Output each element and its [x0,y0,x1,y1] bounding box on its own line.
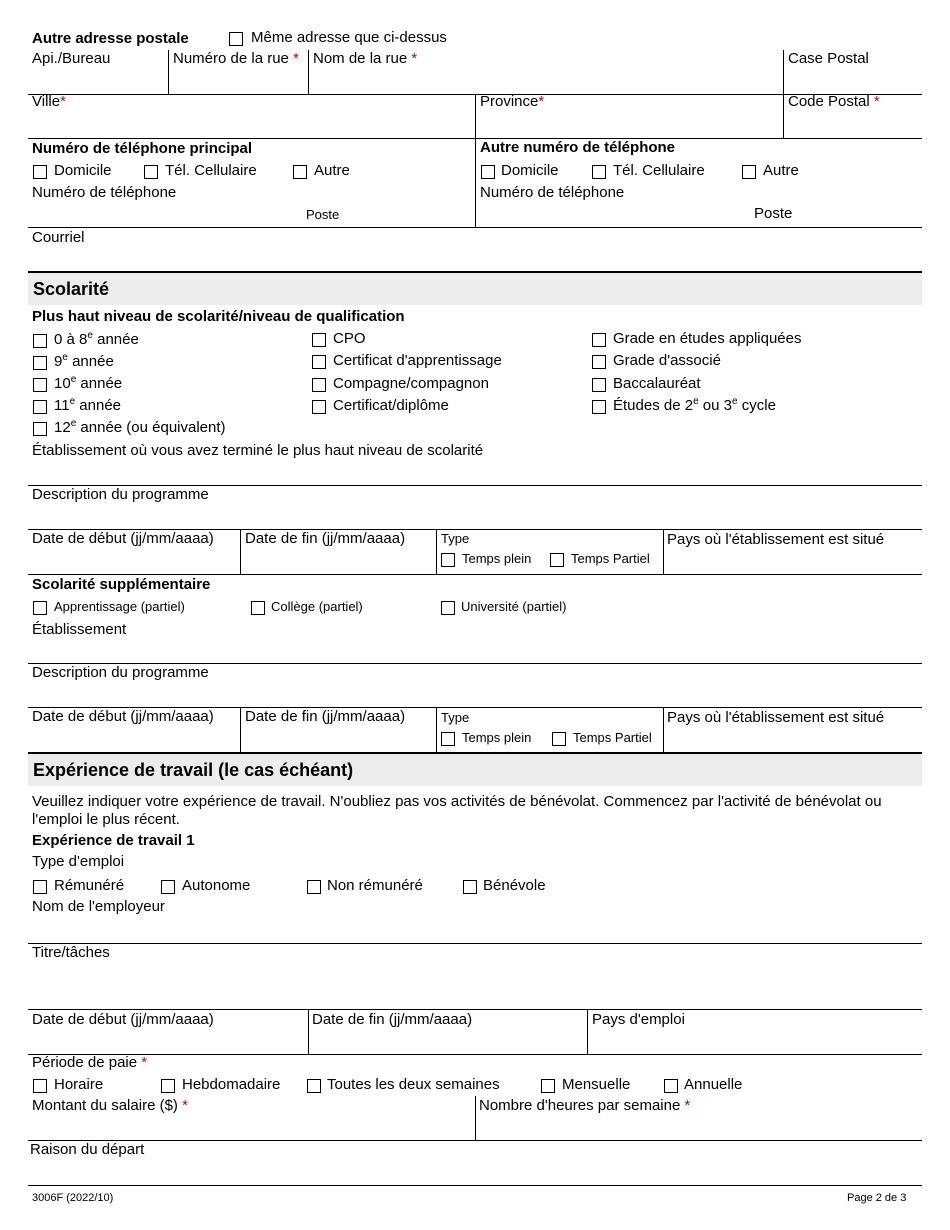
grade-11-checkbox[interactable] [33,400,47,414]
main-ext-field[interactable] [345,200,473,226]
cpo-label: CPO [333,330,366,347]
biweekly-checkbox[interactable] [307,1079,321,1093]
extra-schooling-title: Scolarité supplémentaire [32,576,211,593]
weekly-label: Hebdomadaire [182,1076,281,1093]
hourly-label: Horaire [54,1076,104,1093]
grade-0-8-checkbox[interactable] [33,334,47,348]
grade-10-checkbox[interactable] [33,378,47,392]
alt-phone-number-field[interactable] [476,200,746,226]
annual-checkbox[interactable] [664,1079,678,1093]
alt-home-label: Domicile [501,162,559,179]
fulltime-checkbox[interactable] [441,553,455,567]
email-field[interactable] [28,247,922,271]
schooling-title: Scolarité [33,279,110,299]
bachelor-checkbox[interactable] [592,378,606,392]
institution-highest-field[interactable] [28,460,922,485]
main-home-checkbox[interactable] [33,165,47,179]
work-title: Expérience de travail (le cas échéant) [33,760,354,780]
address-section-title: Autre adresse postale [32,30,189,47]
work-country-field[interactable] [588,1030,922,1054]
main-ext-label: Poste [306,207,340,222]
departure-reason-field[interactable] [28,1159,922,1185]
street-name-field[interactable] [309,50,783,94]
city-label: Ville* [32,93,66,110]
salary-field[interactable] [28,1115,475,1140]
apt-field[interactable] [28,50,168,94]
email-label: Courriel [32,229,85,246]
alt-ext-label: Poste [754,205,793,222]
page-number: Page 2 de 3 [847,1192,907,1204]
hourly-checkbox[interactable] [33,1079,47,1093]
apt-label: Api./Bureau [32,50,111,67]
fulltime-label: Temps plein [462,551,532,566]
po-box-field[interactable] [784,50,922,94]
grade-12-label: 12e année (ou équivalent) [54,418,226,436]
university-partial-checkbox[interactable] [441,601,455,615]
cert-diploma-checkbox[interactable] [312,400,326,414]
main-home-label: Domicile [54,162,112,179]
grade-9-label: 9e année [54,352,114,370]
volunteer-label: Bénévole [483,877,546,894]
weekly-checkbox[interactable] [161,1079,175,1093]
monthly-checkbox[interactable] [541,1079,555,1093]
province-field[interactable] [476,95,783,138]
form-id: 3006F (2022/10) [32,1192,114,1204]
volunteer-checkbox[interactable] [463,880,477,894]
extra-start-date-label: Date de début (jj/mm/aaaa) [32,708,214,725]
paid-label: Rémunéré [54,877,125,894]
bachelor-label: Baccalauréat [613,375,701,392]
biweekly-label: Toutes les deux semaines [327,1076,500,1093]
main-cell-label: Tél. Cellulaire [165,162,257,179]
employer-label: Nom de l'employeur [32,898,165,915]
work-header [28,754,922,786]
work-start-date-field[interactable] [28,1030,308,1054]
program-desc-field[interactable] [28,504,922,529]
grade-11-label: 11e année [54,396,122,414]
type-label: Type [441,531,470,546]
alt-phone-number-label: Numéro de téléphone [480,184,625,201]
alt-phone-title: Autre numéro de téléphone [480,139,676,156]
same-address-label: Même adresse que ci-dessus [251,29,447,46]
self-employed-checkbox[interactable] [161,880,175,894]
departure-reason-label: Raison du départ [30,1141,145,1158]
schooling-header [28,273,922,305]
title-tasks-label: Titre/tâches [32,944,110,961]
cert-diploma-label: Certificat/diplôme [333,397,449,414]
alt-home-checkbox[interactable] [481,165,495,179]
monthly-label: Mensuelle [562,1076,631,1093]
associate-degree-checkbox[interactable] [592,355,606,369]
salary-label: Montant du salaire ($) * [32,1097,188,1114]
extra-fulltime-label: Temps plein [462,730,532,745]
extra-end-date-label: Date de fin (jj/mm/aaaa) [245,708,406,725]
college-partial-label: Collège (partiel) [271,599,363,614]
cert-apprentice-checkbox[interactable] [312,355,326,369]
institution-label: Établissement [32,621,127,638]
parttime-label: Temps Partiel [571,551,650,566]
city-field[interactable] [28,95,475,138]
alt-cell-checkbox[interactable] [592,165,606,179]
extra-end-date-field[interactable] [241,727,436,752]
work-end-date-field[interactable] [309,1030,587,1054]
apprenticeship-partial-checkbox[interactable] [33,601,47,615]
pay-period-label: Période de paie * [32,1054,148,1071]
main-phone-number-label: Numéro de téléphone [32,184,177,201]
extra-parttime-checkbox[interactable] [552,732,566,746]
grade-0-8-label: 0 à 8e année [54,330,139,348]
parttime-checkbox[interactable] [550,553,564,567]
main-phone-title: Numéro de téléphone principal [32,140,253,157]
po-box-label: Case Postal [788,50,869,67]
hours-label: Nombre d'heures par semaine * [479,1097,691,1114]
main-cell-checkbox[interactable] [144,165,158,179]
highest-level-title: Plus haut niveau de scolarité/niveau de qualification [32,308,405,325]
work-intro-line2: l'emploi le plus récent. [32,811,180,828]
institution-field[interactable] [28,639,922,663]
same-address-checkbox[interactable] [229,32,243,46]
work-intro-line1: Veuillez indiquer votre expérience de travail. N'oubliez pas vos activités de bénévolat. Commencez par l'activité de bénévolat ou [32,793,882,810]
title-tasks-field[interactable] [28,962,922,1009]
associate-degree-label: Grade d'associé [613,352,721,369]
self-employed-label: Autonome [182,877,251,894]
work-start-date-label: Date de début (jj/mm/aaaa) [32,1011,214,1028]
cpo-checkbox[interactable] [312,333,326,347]
country-field[interactable] [664,549,922,574]
extra-type-label: Type [441,710,470,725]
unpaid-label: Non rémunéré [327,877,423,894]
unpaid-checkbox[interactable] [307,880,321,894]
work-country-label: Pays d'emploi [592,1011,685,1028]
extra-start-date-field[interactable] [28,727,240,752]
university-partial-label: Université (partiel) [461,599,567,614]
graduate-studies-checkbox[interactable] [592,400,606,414]
alt-other-checkbox[interactable] [742,165,756,179]
journeyperson-checkbox[interactable] [312,378,326,392]
street-name-label: Nom de la rue * [313,50,418,67]
institution-highest-label: Établissement où vous avez terminé le plus haut niveau de scolarité [32,442,484,459]
grade-12-checkbox[interactable] [33,422,47,436]
country-label: Pays où l'établissement est situé [667,531,885,548]
main-phone-number-field[interactable] [28,200,298,226]
graduate-studies-label: Études de 2e ou 3e cycle [613,396,776,414]
grade-9-checkbox[interactable] [33,356,47,370]
extra-country-label: Pays où l'établissement est situé [667,709,885,726]
extra-parttime-label: Temps Partiel [573,730,652,745]
program-desc-label: Description du programme [32,486,209,503]
college-partial-checkbox[interactable] [251,601,265,615]
end-date-field[interactable] [241,549,436,574]
start-date-label: Date de début (jj/mm/aaaa) [32,530,214,547]
main-other-label: Autre [314,162,350,179]
street-number-label: Numéro de la rue * [173,50,299,67]
extra-program-desc-label: Description du programme [32,664,209,681]
main-other-checkbox[interactable] [293,165,307,179]
province-label: Province* [480,93,545,110]
postal-code-label: Code Postal * [788,93,880,110]
cert-apprentice-label: Certificat d'apprentissage [333,352,502,369]
alt-other-label: Autre [763,162,799,179]
grade-10-label: 10e année [54,374,123,392]
extra-country-field[interactable] [664,727,922,752]
journeyperson-label: Compagne/compagnon [333,375,489,392]
extra-fulltime-checkbox[interactable] [441,732,455,746]
postal-code-field[interactable] [784,95,922,138]
applied-degree-checkbox[interactable] [592,333,606,347]
street-number-field[interactable] [169,50,308,94]
alt-ext-field[interactable] [795,200,921,226]
applied-degree-label: Grade en études appliquées [613,330,802,347]
hours-field[interactable] [476,1115,922,1140]
job-type-label: Type d'emploi [32,853,125,870]
apprenticeship-partial-label: Apprentissage (partiel) [54,599,185,614]
end-date-label: Date de fin (jj/mm/aaaa) [245,530,406,547]
extra-program-desc-field[interactable] [28,682,922,707]
employer-field[interactable] [28,916,922,943]
work-exp-1-title: Expérience de travail 1 [32,832,195,849]
paid-checkbox[interactable] [33,880,47,894]
work-end-date-label: Date de fin (jj/mm/aaaa) [312,1011,473,1028]
alt-cell-label: Tél. Cellulaire [613,162,705,179]
annual-label: Annuelle [684,1076,743,1093]
start-date-field[interactable] [28,549,240,574]
